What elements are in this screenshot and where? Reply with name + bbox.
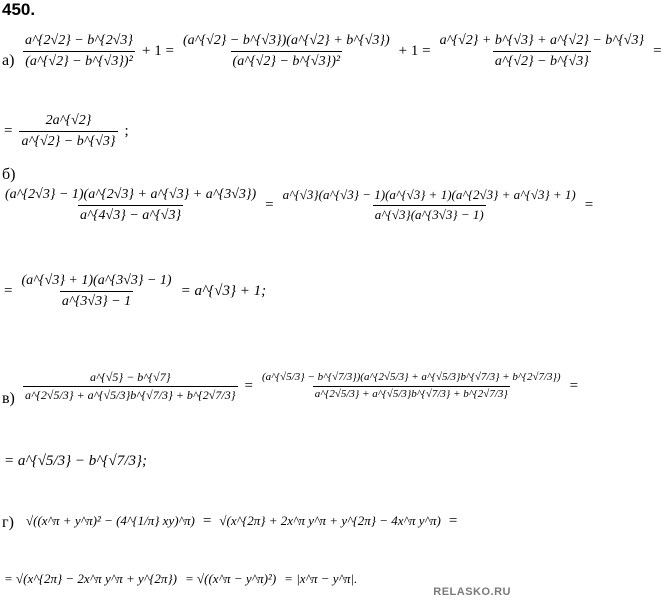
equals-sign: = bbox=[584, 196, 594, 213]
fraction-denominator: (a^{√2} − b^{√3})² bbox=[23, 51, 135, 71]
part-b-fraction-2 bbox=[281, 187, 578, 223]
fraction-denominator: a^{√2} − b^{√3} bbox=[493, 51, 591, 71]
fraction-numerator: a^{√2} + b^{√3} + a^{√2} − b^{√3} bbox=[439, 33, 645, 48]
part-a-fraction-3 bbox=[438, 32, 647, 70]
fraction-numerator: a^{√3}(a^{√3} − 1)(a^{√3} + 1)(a^{2√3} + a^{√3} + 1) bbox=[282, 187, 576, 203]
fraction-numerator: 2a^{√2} bbox=[45, 113, 92, 128]
part-g-label: г) bbox=[2, 514, 14, 531]
semicolon: ; bbox=[124, 122, 129, 139]
fraction-denominator: a^{√3}(a^{3√3} − 1) bbox=[374, 206, 484, 222]
part-v-fraction-1 bbox=[23, 370, 238, 403]
part-v-label: в) bbox=[2, 390, 15, 407]
part-b-fraction-1 bbox=[3, 186, 258, 224]
part-v-fraction-2 bbox=[260, 371, 563, 402]
fraction-numerator: (a^{2√3} − 1)(a^{2√3} + a^{√3} + a^{3√3}) bbox=[5, 187, 257, 202]
problem-number: 450. bbox=[2, 0, 36, 19]
part-a-result-fraction bbox=[19, 112, 117, 150]
equals-sign: = bbox=[4, 122, 13, 139]
fraction-denominator: a^{2√5/3} + a^{√5/3}b^{√7/3} + b^{2√7/3} bbox=[25, 388, 236, 402]
fraction-numerator: (a^{√3} + 1)(a^{3√3} − 1) bbox=[21, 273, 172, 288]
equals-sign: = bbox=[569, 378, 579, 394]
fraction-denominator: a^{3√3} − 1 bbox=[60, 291, 133, 311]
part-g-lhs: √((x^π + y^π)² − (4^{1/π} xy)^π) bbox=[26, 513, 195, 529]
part-b-result-fraction bbox=[19, 272, 173, 310]
fraction-numerator: (a^{√2} − b^{√3})(a^{√2} + b^{√3}) bbox=[182, 33, 390, 48]
part-g-step-c: = |x^π − y^π|. bbox=[284, 571, 358, 587]
part-g-step-b: = √((x^π − y^π)²) bbox=[184, 571, 277, 587]
fraction-denominator: a^{2√5/3} + a^{√5/3}b^{√7/3} + b^{2√7/3} bbox=[314, 388, 508, 400]
part-a-fraction-2 bbox=[181, 32, 392, 70]
plus-one-equals: + 1 = bbox=[142, 42, 174, 59]
equals-sign: = bbox=[4, 282, 13, 299]
site-watermark: RELASKO.RU bbox=[433, 586, 511, 598]
part-b-line-2 bbox=[2, 272, 268, 310]
part-b-result: = a^{√3} + 1; bbox=[180, 282, 267, 299]
part-g-line-2 bbox=[2, 570, 359, 588]
equals-sign: = bbox=[448, 512, 458, 529]
equals-sign: = bbox=[202, 512, 212, 529]
fraction-numerator: a^{√5} − b^{√7} bbox=[89, 370, 171, 384]
part-b-label: б) bbox=[2, 166, 16, 183]
fraction-denominator: a^{4√3} − a^{√3} bbox=[78, 205, 183, 225]
part-v-line-2 bbox=[2, 452, 149, 470]
fraction-numerator: (a^{√5/3} − b^{√7/3})(a^{2√5/3} + a^{√5/3}b^{√7/3} + b^{2√7/3}) bbox=[261, 371, 561, 384]
part-g-step-a: = √(x^{2π} − 2x^π y^π + y^{2π}) bbox=[4, 571, 177, 587]
fraction-numerator: a^{2√2} − b^{2√3} bbox=[25, 33, 134, 48]
part-a-line-2 bbox=[2, 112, 131, 150]
equals-sign: = bbox=[244, 378, 253, 394]
plus-one-equals: + 1 = bbox=[398, 42, 431, 59]
part-g-rhs: √(x^{2π} + 2x^π y^π + y^{2π} − 4x^π y^π) bbox=[219, 513, 441, 529]
part-a-label: а) bbox=[2, 52, 15, 69]
fraction-denominator: a^{√2} − b^{√3} bbox=[19, 131, 117, 151]
part-v-result: = a^{√5/3} − b^{√7/3}; bbox=[4, 452, 147, 469]
fraction-denominator: (a^{√2} − b^{√3})² bbox=[231, 51, 343, 71]
part-a-fraction-1 bbox=[23, 32, 135, 70]
equals-sign: = bbox=[653, 42, 662, 59]
equals-sign: = bbox=[265, 196, 274, 213]
